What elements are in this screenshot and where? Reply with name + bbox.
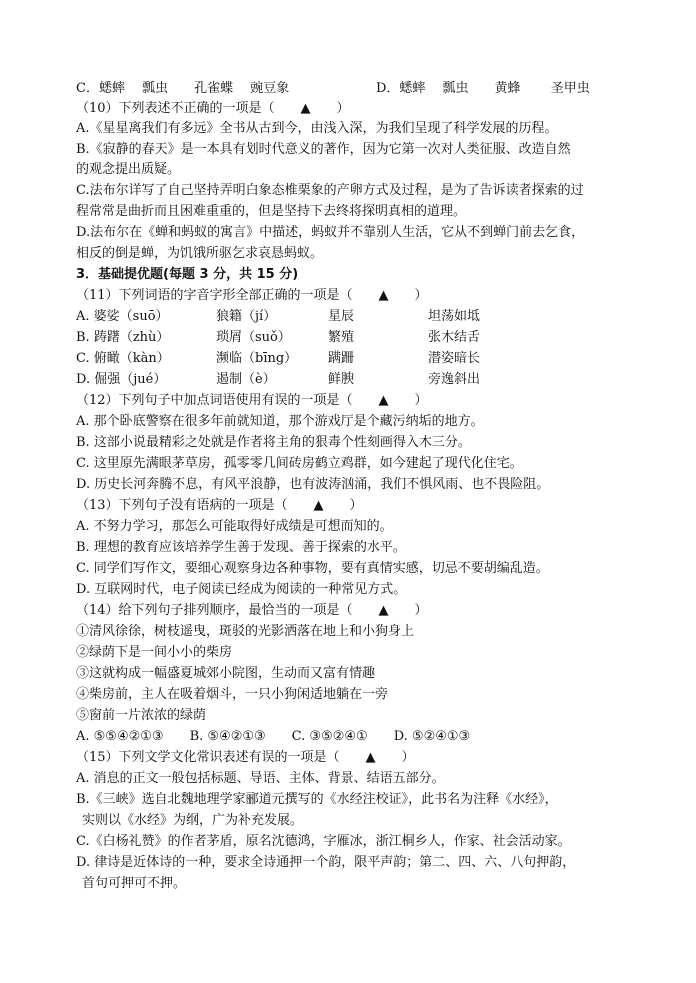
- q12-option-c: C. 这里原先满眼茅草房，孤零零几间砖房鹤立鸡群，如今建起了现代化住宅。: [76, 456, 523, 471]
- q15-option-d-cont: 首句可押可不押。: [82, 876, 187, 891]
- q11-c-word2: 濒临（bīng）: [216, 351, 298, 366]
- q11-d-word3: 鲜腴: [328, 372, 355, 387]
- q11-b-word3: 繁殖: [328, 330, 355, 345]
- q15-option-c: C.《白杨礼赞》的作者茅盾，原名沈德鸿，字雁冰，浙江桐乡人，作家、社会活动家。: [76, 834, 571, 849]
- option-c-q9: C．蟋蟀 瓢虫 孔雀蝶 豌豆象: [76, 81, 290, 96]
- q13-option-b: B. 理想的教育应该培养学生善于发现、善于探索的水平。: [76, 540, 406, 555]
- q11-b-word1: B. 踌躇（zhù）: [76, 330, 170, 345]
- q14-sentence-4: ④柴房前，主人在吸着烟斗，一只小狗闲适地躺在一旁: [76, 687, 389, 702]
- question-11-stem: （11）下列词语的字音字形全部正确的一项是（ ▲ ）: [76, 288, 428, 303]
- q11-b-word4: 张木结舌: [428, 330, 481, 345]
- q13-option-c: C. 同学们写作文，要细心观察身边各种事物，要有真情实感，切忌不要胡编乱造。: [76, 561, 549, 576]
- q11-d-word2: 遏制（è）: [216, 372, 276, 387]
- q11-c-word3: 蹒跚: [328, 351, 355, 366]
- question-13-stem: （13）下列句子没有语病的一项是（ ▲ ）: [76, 498, 363, 513]
- q11-c-word4: 潜姿暗长: [428, 351, 481, 366]
- question-10-stem: （10）下列表述不正确的一项是（ ▲ ）: [76, 101, 350, 116]
- q11-b-word2: 琐屑（suǒ）: [216, 330, 291, 345]
- q15-option-d: D. 律诗是近体诗的一种，要求全诗通押一个韵，限平声韵；第二、四、六、八句押韵，: [76, 855, 576, 870]
- q10-option-c-cont: 程常常是曲折而且困难重重的，但是坚持下去终将探明真相的道理。: [76, 204, 467, 219]
- q10-option-b: B.《寂静的春天》是一本具有划时代意义的著作，因为它第一次对人类征服、改造自然: [76, 142, 571, 157]
- section-3-heading: 3．基础提优题(每题 3 分，共 15 分): [76, 267, 299, 282]
- q15-option-b-cont: 实则以《水经》为纲，广为补充发展。: [82, 813, 304, 828]
- q15-option-b: B.《三峡》选自北魏地理学家郦道元撰写的《水经注校证》，此书名为注释《水经》，: [76, 792, 558, 807]
- q12-option-b: B. 这部小说最精彩之处就是作者将主角的狠毒个性刻画得入木三分。: [76, 435, 471, 450]
- q14-sentence-3: ③这就构成一幅盛夏城郊小院图，生动而又富有情趣: [76, 666, 376, 681]
- q12-option-d: D. 历史长河奔腾不息，有风平浪静，也有波涛汹涌，我们不惧风雨、也不畏险阻。: [76, 477, 550, 492]
- q11-a-word2: 狼籍（jí）: [216, 309, 277, 324]
- q11-a-word1: A. 婆娑（suō）: [76, 309, 169, 324]
- q13-option-a: A. 不努力学习，那怎么可能取得好成绩是可想而知的。: [76, 519, 393, 534]
- q10-option-a: A.《星星离我们有多远》全书从古到今，由浅入深，为我们呈现了科学发展的历程。: [76, 121, 558, 136]
- q10-option-b-cont: 的观念提出质疑。: [76, 162, 181, 177]
- q11-d-word4: 旁逸斜出: [428, 372, 481, 387]
- question-14-stem: （14）给下列句子排列顺序，最恰当的一项是（ ▲ ）: [76, 603, 428, 618]
- q10-option-d-cont: 相反的倒是蝉，为饥饿所驱乞求哀恳蚂蚁。: [76, 246, 324, 261]
- q11-a-word3: 星辰: [328, 309, 355, 324]
- q11-c-word1: C. 俯瞰（kàn）: [76, 351, 170, 366]
- q14-options: A. ⑤⑤④②①③ B. ⑤④②①③ C. ③⑤②④① D. ⑤②④①③: [76, 729, 471, 744]
- question-15-stem: （15）下列文学文化常识表述有误的一项是（ ▲ ）: [76, 750, 415, 765]
- question-12-stem: （12）下列句子中加点词语使用有误的一项是（ ▲ ）: [76, 393, 428, 408]
- q14-sentence-2: ②绿荫下是一间小小的柴房: [76, 645, 233, 660]
- q13-option-d: D. 互联网时代，电子阅读已经成为阅读的一种常见方式。: [76, 582, 407, 597]
- q15-option-a: A. 消息的正文一般包括标题、导语、主体、背景、结语五部分。: [76, 771, 445, 786]
- q14-sentence-1: ①清风徐徐，树枝遥曳，斑驳的光影洒落在地上和小狗身上: [76, 624, 415, 639]
- q12-option-a: A. 那个卧底警察在很多年前就知道，那个游戏厅是个藏污纳垢的地方。: [76, 414, 484, 429]
- q11-a-word4: 坦荡如坻: [428, 309, 481, 324]
- q10-option-c: C.法布尔详写了自己坚持弄明白象态椎栗象的产卵方式及过程，是为了告诉读者探索的过: [76, 183, 584, 198]
- q11-d-word1: D. 倔强（jué）: [76, 372, 167, 387]
- q10-option-d: D.法布尔在《蝉和蚂蚁的寓言》中描述，蚂蚁并不靠别人生活，它从不到蝉门前去乞食，: [76, 225, 585, 240]
- option-d-q9: D．蟋蟀 瓢虫 黄蜂 圣甲虫: [376, 81, 590, 96]
- q14-sentence-5: ⑤窗前一片浓浓的绿荫: [76, 708, 207, 723]
